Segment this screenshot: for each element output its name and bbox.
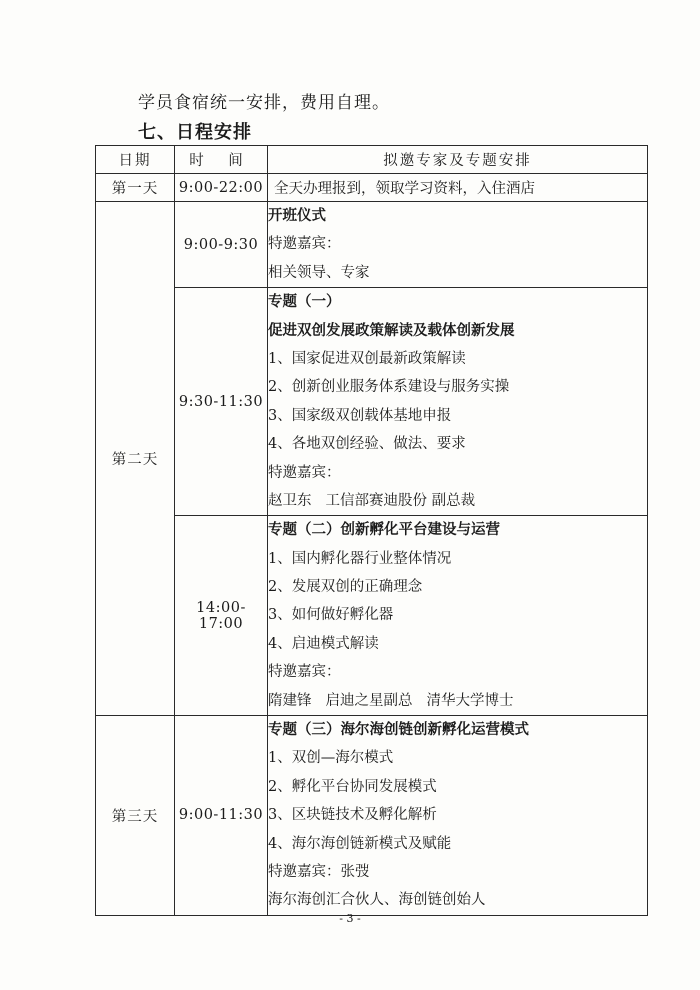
day3-time: 9:00-11:30: [175, 716, 268, 916]
day2-label: 第二天: [96, 202, 175, 716]
day2-session2-time: 9:30-11:30: [175, 288, 268, 516]
list-item: 4、海尔海创链新模式及赋能: [268, 835, 452, 852]
list-item: 3、如何做好孵化器: [268, 607, 394, 624]
session-title: 专题（二）创新孵化平台建设与运营: [268, 522, 500, 539]
day1-label: 第一天: [96, 174, 175, 202]
list-item: 2、创新创业服务体系建设与服务实操: [268, 379, 510, 396]
list-item: 3、区块链技术及孵化解析: [268, 807, 437, 824]
guest-names: 相关领导、专家: [268, 264, 370, 281]
table-row-day3: [96, 716, 648, 916]
table-row-day2-session1: [96, 202, 648, 288]
guest-label: 特邀嘉宾：: [268, 664, 341, 681]
schedule-table: [95, 145, 648, 916]
session-title: 专题（三）海尔海创链创新孵化运营模式: [268, 722, 529, 739]
list-item: 4、启迪模式解读: [268, 635, 379, 652]
header-day: 日期: [96, 146, 175, 174]
day2-session1-topic: [268, 202, 648, 288]
session-title: 专题（一）: [268, 294, 341, 311]
guest-name: 赵卫东: [268, 492, 312, 509]
guest-name: 隋建锋: [268, 692, 312, 709]
guest-title: 海尔海创汇合伙人、海创链创始人: [268, 892, 486, 909]
guest-line: 特邀嘉宾：张弢: [268, 863, 370, 880]
header-time: 时 间: [175, 146, 268, 174]
guest-title-2: 清华大学博士: [426, 692, 514, 709]
table-header-row: [96, 146, 648, 174]
list-item: 4、各地双创经验、做法、要求: [268, 436, 466, 453]
guest-line: [268, 487, 647, 515]
day2-session2-topic: [268, 288, 648, 516]
day2-session3-topic: [268, 516, 648, 716]
list-item: 1、国家促进双创最新政策解读: [268, 350, 466, 367]
table-row-day2-session2: [96, 288, 648, 516]
header-topic: 拟邀专家及专题安排: [268, 146, 648, 174]
session-subtitle: 促进双创发展政策解读及载体创新发展: [268, 322, 515, 339]
table-row-day2-session3: [96, 516, 648, 716]
list-item: 1、国内孵化器行业整体情况: [268, 550, 452, 567]
guest-title: 工信部赛迪股份 副总裁: [325, 492, 476, 509]
list-item: 1、双创—海尔模式: [268, 750, 394, 767]
day1-time: 9:00-22:00: [175, 174, 268, 202]
day2-session1-time: 9:00-9:30: [175, 202, 268, 288]
guest-title: 启迪之星副总: [325, 692, 413, 709]
day1-topic: 全天办理报到，领取学习资料，入住酒店: [268, 174, 648, 202]
section-title: 七、日程安排: [138, 122, 252, 143]
guest-line: [268, 687, 647, 715]
intro-text: 学员食宿统一安排，费用自理。: [138, 93, 390, 113]
day3-label: 第三天: [96, 716, 175, 916]
list-item: 2、孵化平台协同发展模式: [268, 778, 437, 795]
list-item: 2、发展双创的正确理念: [268, 579, 423, 596]
list-item: 3、国家级双创载体基地申报: [268, 407, 452, 424]
day2-session3-time: 14:00-17:00: [175, 516, 268, 716]
table-row-day1: [96, 174, 648, 202]
session-title: 开班仪式: [268, 208, 326, 224]
guest-label: 特邀嘉宾：: [268, 236, 341, 253]
page-number: - 3 -: [339, 912, 361, 925]
day3-topic: [268, 716, 648, 916]
guest-label: 特邀嘉宾：: [268, 464, 341, 481]
